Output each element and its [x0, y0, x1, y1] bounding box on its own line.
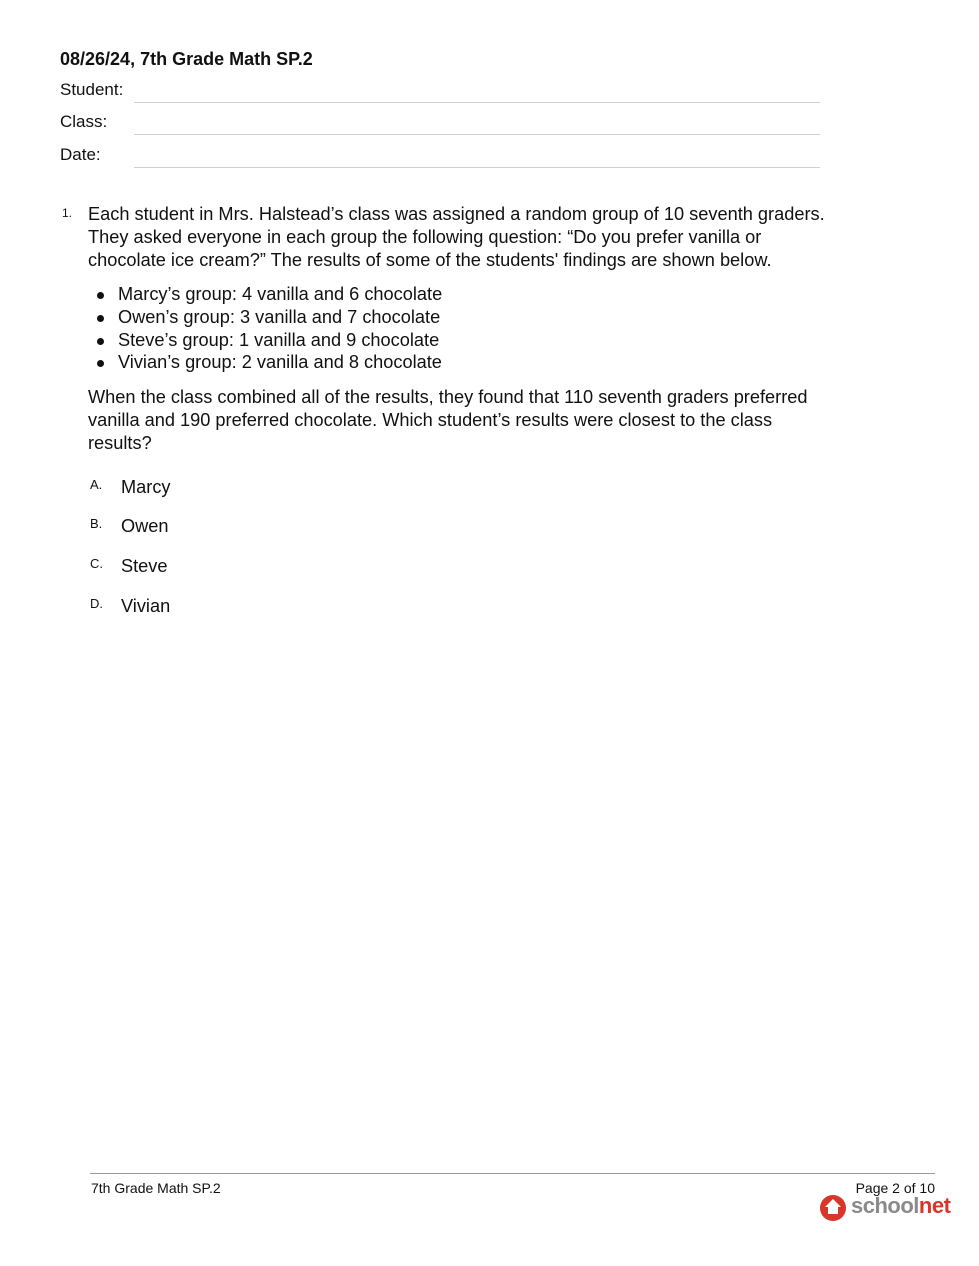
- question-followup: When the class combined all of the results, they found that 110 seventh graders preferred vanilla and 190 preferred chocolate. Which student’s results were closest to the class results?: [88, 387, 808, 453]
- choice-letter: D.: [90, 596, 103, 611]
- house-icon: [820, 1195, 846, 1221]
- page-number: Page 2 of 10: [855, 1180, 935, 1196]
- list-item: Owen’s group: 3 vanilla and 7 chocolate: [88, 306, 808, 329]
- date-field: [60, 145, 820, 177]
- results-list: [88, 283, 808, 374]
- page-title: 08/26/24, 7th Grade Math SP.2: [60, 49, 313, 69]
- choice-text: Vivian: [121, 596, 171, 616]
- date-line: [134, 167, 820, 168]
- student-field: [60, 80, 820, 112]
- logo-part-school: school: [851, 1193, 919, 1218]
- choice-d: [90, 596, 390, 622]
- schoolnet-logo: [820, 1193, 951, 1222]
- student-label: Student:: [60, 80, 124, 99]
- choice-b: [90, 516, 390, 542]
- class-line: [134, 134, 820, 135]
- list-item: Marcy’s group: 4 vanilla and 6 chocolate: [88, 283, 808, 306]
- choice-letter: A.: [90, 477, 103, 492]
- list-item: Vivian’s group: 2 vanilla and 8 chocolate: [88, 351, 808, 374]
- class-field: [60, 112, 820, 144]
- list-item: Steve’s group: 1 vanilla and 9 chocolate: [88, 329, 808, 352]
- footer-divider: [90, 1173, 935, 1174]
- choice-text: Marcy: [121, 477, 171, 497]
- student-line: [134, 102, 820, 103]
- choice-letter: C.: [90, 556, 103, 571]
- choice-a: [90, 477, 390, 503]
- logo-part-net: net: [918, 1193, 951, 1218]
- footer-title: 7th Grade Math SP.2: [91, 1180, 221, 1196]
- question-stem: Each student in Mrs. Halstead’s class was assigned a random group of 10 seventh graders. They asked everyone in each group the following question: “Do you prefer vanilla or chocolate ice cream?” The results of some of the students' findings are shown below.: [88, 204, 825, 270]
- choice-c: [90, 556, 390, 582]
- choice-text: Owen: [121, 516, 169, 536]
- logo-wordmark: [851, 1193, 950, 1219]
- question-number: 1.: [62, 206, 73, 220]
- date-label: Date:: [60, 145, 101, 164]
- choice-text: Steve: [121, 556, 168, 576]
- class-label: Class:: [60, 112, 108, 131]
- choice-letter: B.: [90, 516, 103, 531]
